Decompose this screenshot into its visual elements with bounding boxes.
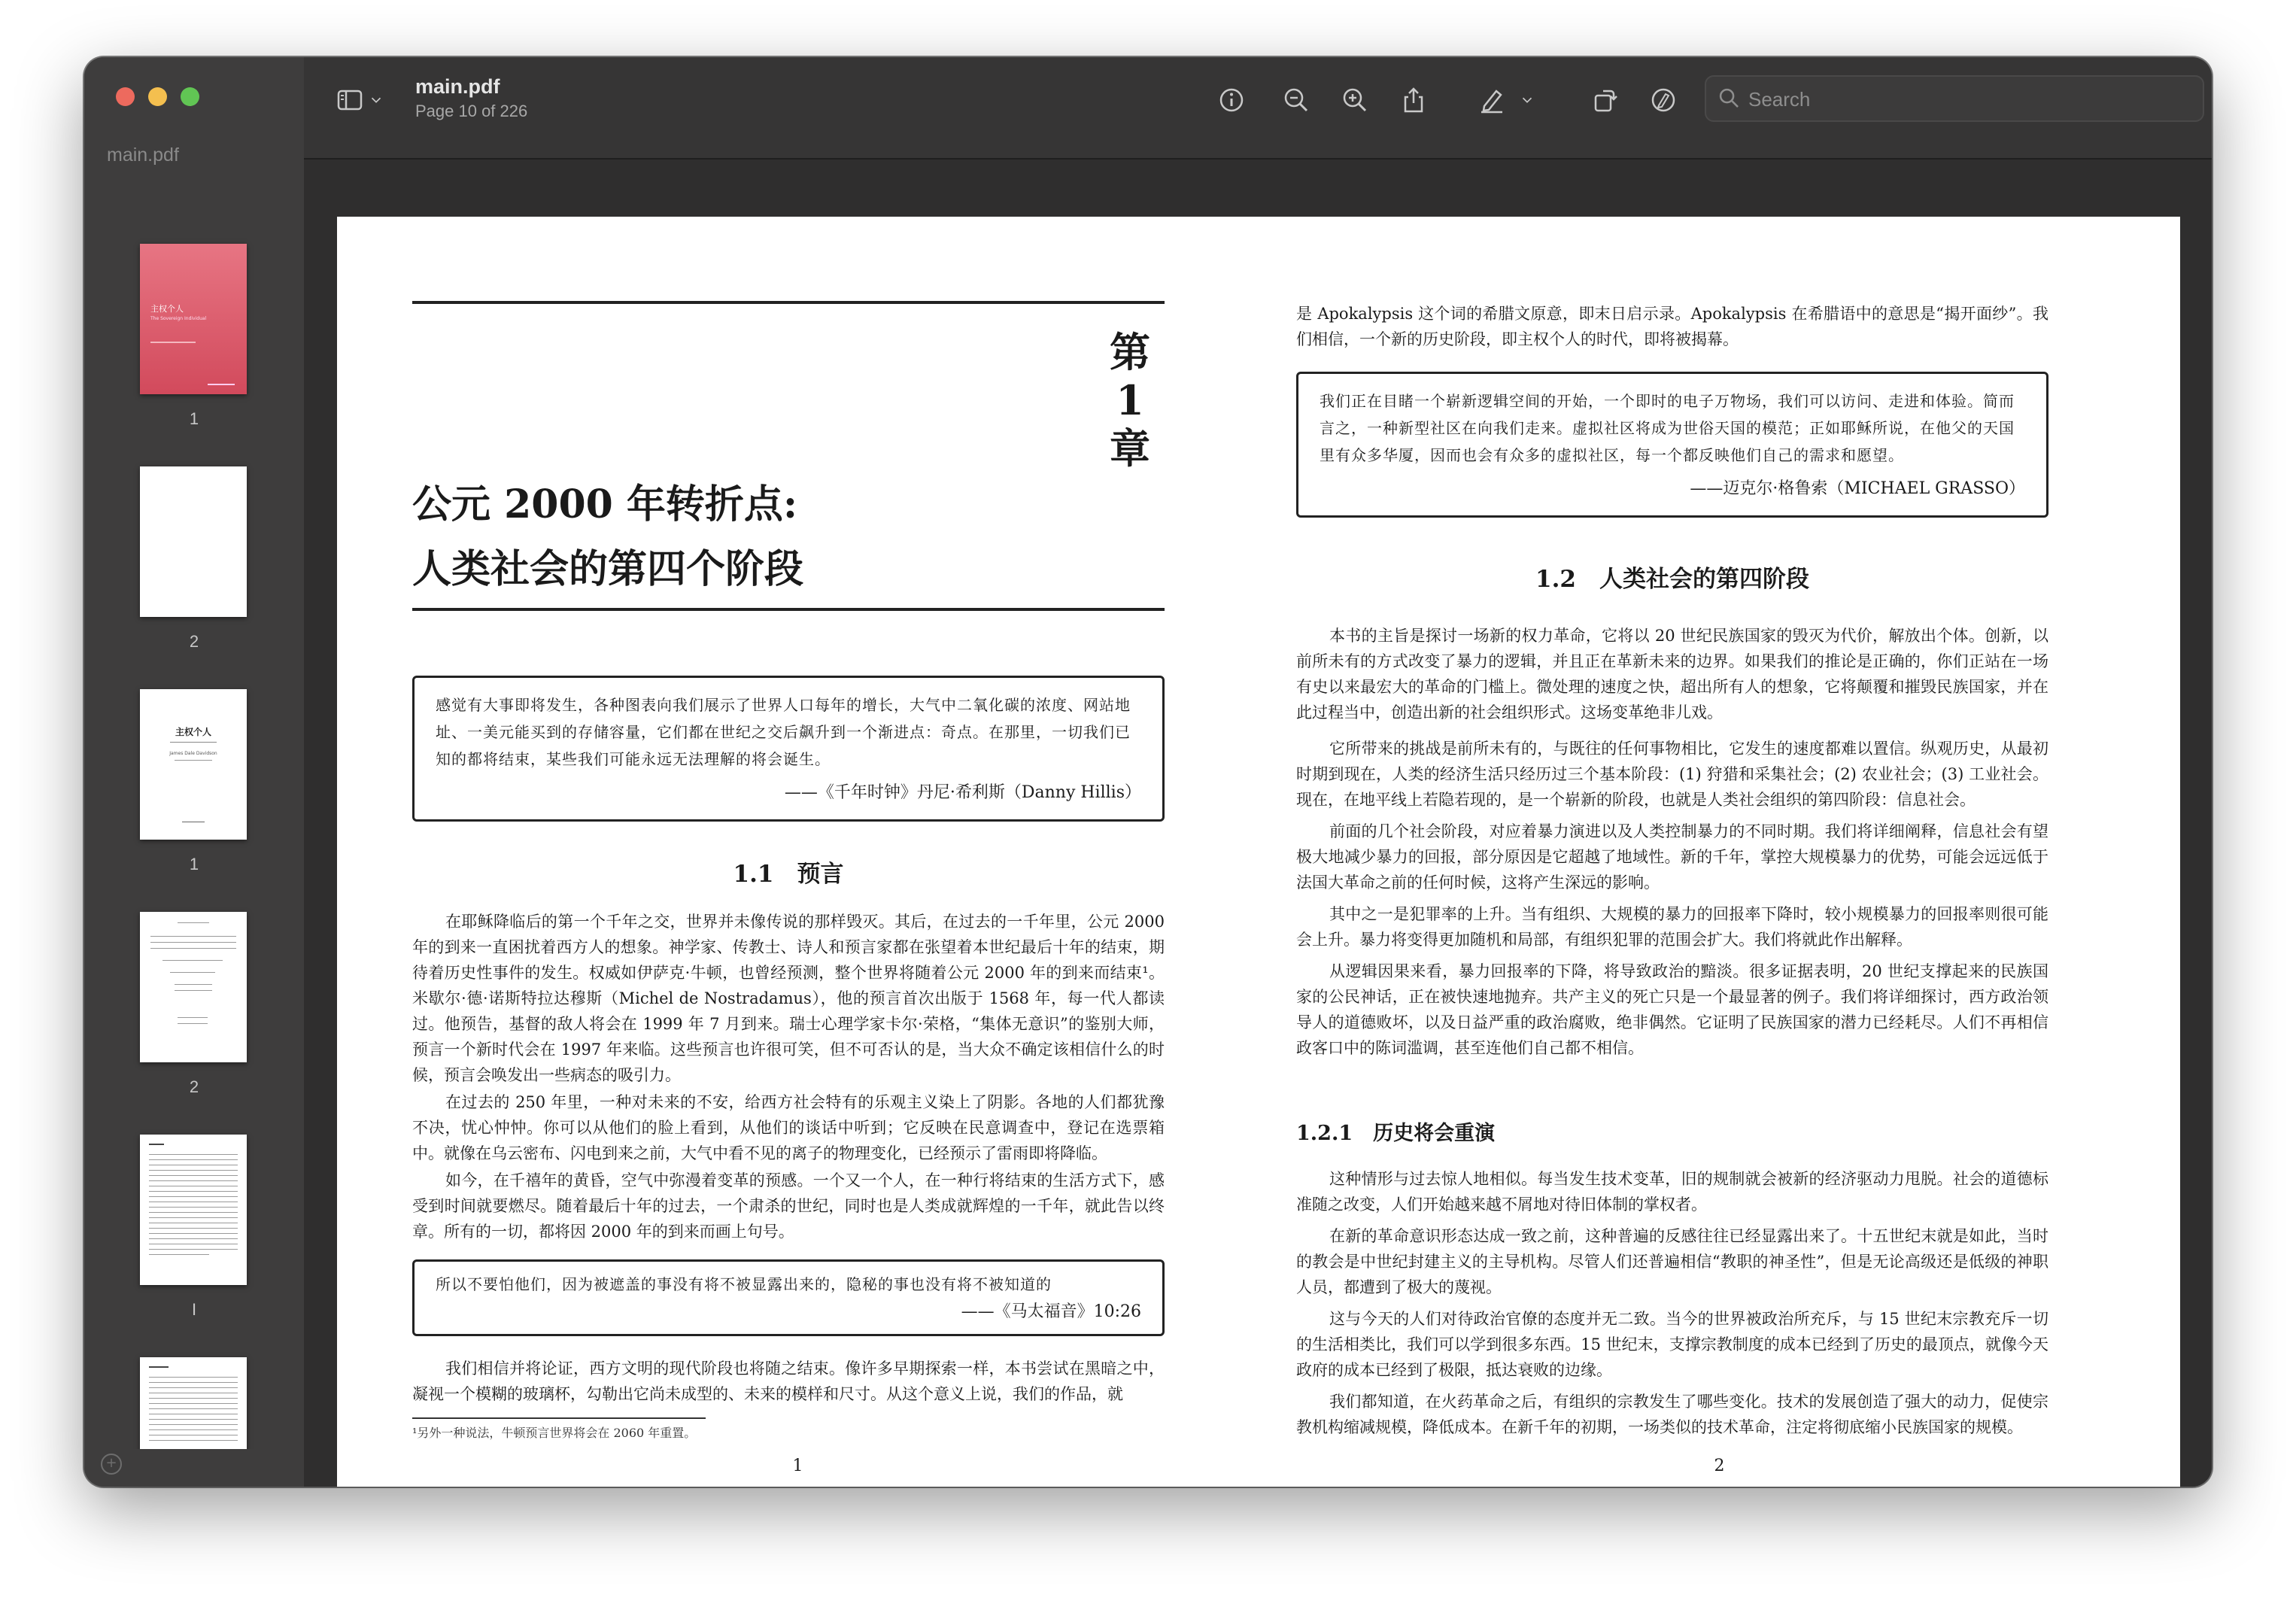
chapter-title — [412, 472, 1165, 602]
page-thumbnail[interactable] — [140, 466, 247, 617]
body-paragraph: 前面的几个社会阶段，对应着暴力演进以及人类控制暴力的不同时期。我们将详细阐释，信息社会有望极大地减少暴力的回报，部分原因是它超越了地域性。新的千年，掌控大规模暴力的优势，可能会远远低于法国大革命之前的任何时候，这将产生深远的影响。 — [1296, 822, 2048, 892]
cover-subtitle: The Sovereign Individual — [150, 316, 207, 321]
document-area[interactable] — [304, 159, 2212, 1487]
document-filename: main.pdf — [415, 75, 500, 98]
rotate-icon[interactable] — [1587, 83, 1622, 117]
page-thumbnail[interactable] — [140, 912, 247, 1062]
thumb-author: James Dale Davidson — [169, 751, 217, 756]
epigraph-attribution: ——《千年时钟》丹尼·希利斯（Danny Hillis） — [784, 783, 1141, 802]
page-thumbnail[interactable] — [140, 689, 247, 840]
quote-attribution: ——《马太福音》10:26 — [961, 1302, 1141, 1321]
body-paragraph: 如今，在千禧年的黄昏，空气中弥漫着变革的预感。一个又一个人，在一种行将结束的生活方式下，感受到时间就要燃尽。随着最后十年的过去，一个肃杀的世纪，同时也是人类成就辉煌的一千年，就此告以终章。所有的一切，都将因 2000 年的到来而画上句号。 — [412, 1171, 1165, 1241]
body-paragraph: 在过去的 250 年里，一种对未来的不安，给西方社会特有的乐观主义染上了阴影。各地的人们都犹豫不决，忧心忡忡。你可以从他们的脸上看到，从他们的谈话中听到；它反映在民意调查中，登记在选票箱中。就像在乌云密布、闪电到来之前，大气中看不见的离子的物理变化，已经预示了雷雨即将降临。 — [412, 1093, 1165, 1162]
chapter-title-line: 公元 2000 年转折点: — [412, 482, 798, 527]
footnote-rule — [412, 1417, 706, 1419]
body-paragraph: 从逻辑因果来看，暴力回报率的下降，将导致政治的黯淡。很多证据表明，20 世纪支撑起来的民族国家的公民神话，正在被快速地抛弃。共产主义的死亡只是一个最显著的例子。我们将详细探讨，西方政治领导人的道德败坏，以及日益严重的政治腐败，绝非偶然。它证明了民族国家的潜力已经耗尽。人们不再相信政客口中的陈词滥调，甚至连他们自己都不相信。 — [1296, 962, 2048, 1057]
subsection-title: 1.2.1 历史将会重演 — [1296, 1122, 1496, 1145]
toolbar — [304, 57, 2212, 159]
document-title-block — [415, 75, 527, 121]
window-controls — [116, 87, 199, 106]
epigraph-box — [412, 676, 1165, 822]
chapter-label-number: 1 — [1116, 376, 1144, 424]
epigraph-box — [1296, 372, 2048, 518]
sidebar-title: main.pdf — [107, 144, 179, 166]
thumbnail-label: 2 — [189, 1077, 199, 1096]
body-paragraph: 这种情形与过去惊人地相似。每当发生技术变革，旧的规制就会被新的经济驱动力甩脱。社会的道德标准随之改变，人们开始越来越不屑地对待旧体制的掌权者。 — [1296, 1170, 2048, 1214]
left-page — [337, 217, 1259, 1487]
thumbnail-label: I — [191, 1300, 197, 1319]
thumbnail-sidebar — [84, 57, 305, 1487]
section-title: 1.1 预言 — [733, 861, 844, 888]
page-thumbnail[interactable] — [140, 1357, 247, 1449]
close-window-button[interactable] — [116, 87, 135, 106]
page-spread[interactable] — [337, 217, 2180, 1487]
sidebar-toggle-icon[interactable] — [333, 83, 367, 117]
title-rule — [412, 608, 1165, 611]
cover-title: 主权个人 — [150, 304, 184, 314]
chapter-label-char: 章 — [1110, 424, 1150, 472]
thumb-title: 主权个人 — [175, 727, 211, 737]
chapter-label — [1100, 328, 1160, 472]
body-paragraph: 其中之一是犯罪率的上升。当有组织、大规模的暴力的回报率下降时，较小规模暴力的回报率则很可能会上升。暴力将变得更加随机和局部，有组织犯罪的范围会扩大。我们将就此作出解释。 — [1296, 905, 2048, 949]
body-paragraph: 这与今天的人们对待政治官僚的态度并无二致。当今的世界被政治所充斥，与 15 世纪末宗教充斥一切的生活相类比，我们可以学到很多东西。15 世纪末，支撑宗教制度的成本已经到了历史的最顶点，就像今天政府的成本已经到了极限，抵达衰败的边缘。 — [1296, 1310, 2048, 1379]
search-field[interactable] — [1705, 75, 2204, 122]
thumbnail-label: 2 — [189, 632, 199, 651]
add-page-icon[interactable]: + — [101, 1454, 122, 1475]
chapter-title-line: 人类社会的第四个阶段 — [412, 546, 804, 592]
page-indicator: Page 10 of 226 — [415, 102, 528, 120]
body-paragraph: 我们相信并将论证，西方文明的现代阶段也将随之结束。像许多早期探索一样，本书尝试在黑暗之中，凝视一个模糊的玻璃杯，勾勒出它尚未成型的、未来的模样和尺寸。从这个意义上说，我们的作品，就 — [412, 1360, 1165, 1403]
page-number: 2 — [1714, 1457, 1725, 1475]
chapter-label-char: 第 — [1110, 328, 1150, 376]
epigraph-attribution: ——迈克尔·格鲁索（MICHAEL GRASSO） — [1690, 479, 2025, 498]
quote-text: 所以不要怕他们，因为被遮盖的事没有将不被显露出来的，隐秘的事也没有将不被知道的 — [436, 1275, 1052, 1293]
section-title: 1.2 人类社会的第四阶段 — [1535, 566, 1809, 593]
body-paragraph: 本书的主旨是探讨一场新的权力革命，它将以 20 世纪民族国家的毁灭为代价，解放出个体。创新，以前所未有的方式改变了暴力的逻辑，并且正在革新未来的边界。如果我们的推论是正确的，你们正站在一场有史以来最宏大的革命的门槛上。微处理的速度之快，超出所有人的想象，它将颠覆和摧毁民族国家，并在此过程当中，创造出新的社会组织形式。这场变革绝非儿戏。 — [1296, 627, 2048, 722]
search-icon — [1717, 86, 1742, 111]
search-input[interactable] — [1747, 83, 2186, 116]
body-paragraph: 我们都知道，在火药革命之后，有组织的宗教发生了哪些变化。技术的发展创造了强大的动力，促使宗教机构缩减规模，降低成本。在新千年的初期，一场类似的技术革命，注定将彻底缩小民族国家的规模。 — [1296, 1393, 2048, 1436]
body-paragraph: 是 Apokalypsis 这个词的希腊文原意，即末日启示录。Apokalypsis 在希腊语中的意思是“揭开面纱”。我们相信，一个新的历史阶段，即主权个人的时代，即将被揭幕。 — [1296, 305, 2048, 348]
chevron-down-icon[interactable] — [366, 83, 387, 117]
epigraph-text: 我们正在目睹一个崭新逻辑空间的开始，一个即时的电子万物场，我们可以访问、走进和体验。简而言之，一种新型社区在向我们走来。虚拟社区将成为世俗天国的模范；正如耶稣所说，在他父的天国里有众多华厦，因而也会有众多的虚拟社区，每一个都反映他们自己的需求和愿望。 — [1320, 392, 2015, 464]
body-paragraph: 在耶稣降临后的第一个千年之交，世界并未像传说的那样毁灭。其后，在过去的一千年里，公元 2000 年的到来一直困扰着西方人的想象。神学家、传教士、诗人和预言家都在张望着本世纪最后十年的结束，期待着历史性事件的发生。权威如伊萨克·牛顿，也曾经预测，整个世界将随着公元 2000 年的到来而结束¹。米歇尔·德·诺斯特拉达穆斯（Michel de Nostradamus），他的预言首次出版于 1568 年，每一代人都读过。他预告，基督的敌人将会在 1999 年 7 月到来。瑞士心理学家卡尔·荣格，“集体无意识”的鉴别大师，预言一个新时代会在 1997 年来临。这些预言也许很可笑，但不可否认的是，当大众不确定该相信什么的时候，预言会唤发出一些病态的吸引力。 — [412, 913, 1165, 1084]
body-paragraph: 它所带来的挑战是前所未有的，与既往的任何事物相比，它发生的速度都难以置信。纵观历史，从最初时期到现在，人类的经济生活只经历过三个基本阶段：(1) 狩猎和采集社会；(2) 农业社会；(3) 工业社会。现在，在地平线上若隐若现的，是一个崭新的阶段，也就是人类社会组织的第四阶段：信息社会。 — [1296, 740, 2048, 809]
zoom-in-icon[interactable] — [1338, 83, 1372, 117]
thumbnail-label: 1 — [189, 409, 199, 428]
highlight-pen-icon[interactable] — [1474, 83, 1509, 117]
preview-window — [84, 57, 2212, 1487]
markup-icon[interactable] — [1646, 83, 1681, 117]
footnote: ¹另外一种说法，牛顿预言世界将会在 2060 年重置。 — [412, 1426, 697, 1440]
chevron-down-icon[interactable] — [1517, 83, 1538, 117]
thumbnail-label: 1 — [189, 855, 199, 873]
share-icon[interactable] — [1396, 83, 1431, 117]
thumbnail-list[interactable] — [84, 185, 304, 1449]
page-thumbnail[interactable] — [140, 244, 247, 394]
minimize-window-button[interactable] — [148, 87, 167, 106]
right-page — [1259, 217, 2180, 1487]
top-rule — [412, 301, 1165, 304]
zoom-window-button[interactable] — [181, 87, 199, 106]
epigraph-text: 感觉有大事即将发生，各种图表向我们展示了世界人口每年的增长，大气中二氧化碳的浓度、网站地址、一美元能买到的存储容量，它们都在世纪之交后飙升到一个渐进点：奇点。在那里，一切我们已知的都将结束，某些我们可能永远无法理解的将会诞生。 — [436, 696, 1131, 768]
page-thumbnail[interactable] — [140, 1135, 247, 1285]
quote-box — [412, 1259, 1165, 1336]
zoom-out-icon[interactable] — [1279, 83, 1314, 117]
page-number: 1 — [792, 1457, 803, 1475]
info-icon[interactable] — [1214, 83, 1249, 117]
body-paragraph: 在新的革命意识形态达成一致之前，这种普遍的反感往往已经显露出来了。十五世纪末就是如此，当时的教会是中世纪封建主义的主导机构。尽管人们还普遍相信“教职的神圣性”，但是无论高级还是低级的神职人员，都遭到了极大的蔑视。 — [1296, 1227, 2048, 1296]
